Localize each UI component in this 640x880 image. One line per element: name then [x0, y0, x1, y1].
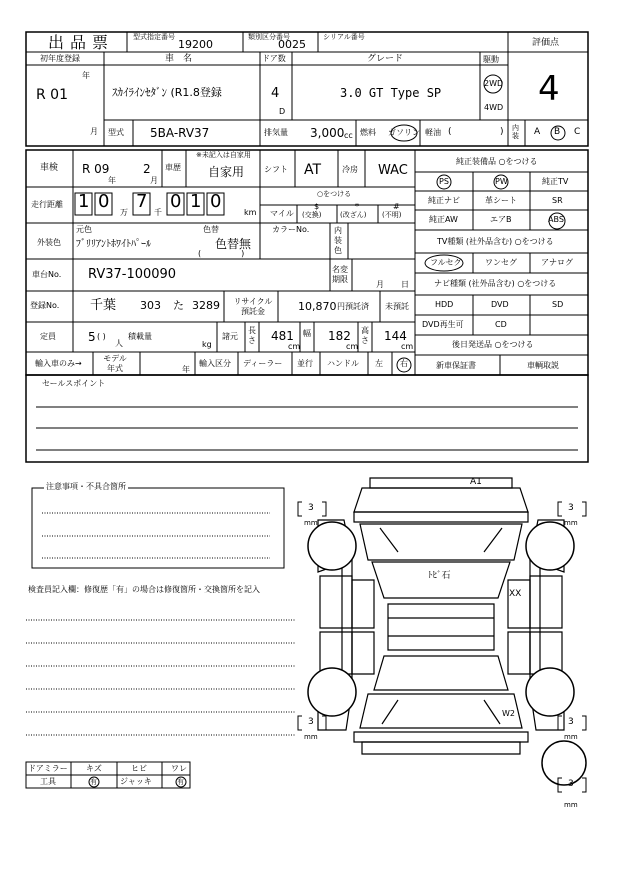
tire-depth-rr: 3 — [568, 717, 574, 727]
drive-label: 駆動 — [483, 55, 499, 64]
jack-label: ジャッキ — [120, 777, 152, 786]
tire-unit-spare: mm — [564, 801, 578, 809]
inspection-month-unit: 月 — [150, 176, 158, 185]
color-change-label: 色替 — [203, 225, 219, 234]
width-label: 幅 — [303, 329, 311, 338]
front-bumper-part — [370, 478, 512, 488]
mileage-digit: 0 — [98, 191, 110, 212]
car-name-label: 車 名 — [165, 54, 193, 64]
tire-depth-rf: 3 — [568, 503, 574, 513]
tool-header-scratch: キズ — [86, 764, 102, 773]
tire-unit-rr: mm — [564, 733, 578, 741]
rear-window-part — [374, 656, 508, 690]
doors-suffix: D — [279, 107, 286, 116]
load-unit: kg — [202, 340, 212, 349]
width-value: 182 — [328, 329, 351, 343]
grade-value: 3.0 GT Type SP — [340, 86, 442, 100]
color-value: ﾌﾞﾘﾘｱﾝﾄﾎﾜｲﾄﾊﾟｰﾙ — [76, 239, 151, 250]
interior-c: C — [574, 127, 581, 137]
history-note: ※未記入は自家用 — [196, 151, 251, 159]
reg-number: 3289 — [192, 299, 220, 312]
category-label: 類別区分番号 — [248, 33, 290, 41]
navi-sd: SD — [552, 300, 564, 309]
model-value: 5BA-RV37 — [150, 126, 210, 140]
reg-area: 千葉 — [90, 298, 117, 313]
model-year-label: モデル年式 — [103, 354, 127, 373]
left-front-tire — [308, 522, 356, 570]
navi-header: ナビ種類 (社外品含む) ○をつける — [434, 279, 557, 288]
tire-unit-rf: mm — [564, 519, 578, 527]
tool-header-crack: ヒビ — [131, 764, 147, 773]
right-front-door-part — [530, 576, 562, 628]
rating-label: 評価点 — [532, 38, 560, 48]
equip-ps: PS — [439, 177, 449, 186]
drive-2wd: 2WD — [484, 79, 504, 88]
altered-label: (改ざん) — [340, 211, 367, 219]
serial-label: シリアル番号 — [323, 33, 365, 41]
length-value: 481 — [271, 329, 294, 343]
mileage-digit: 0 — [170, 191, 182, 212]
tool-header-mirror: ドアミラー — [28, 764, 68, 773]
handle-label: ハンドル — [327, 359, 359, 368]
equip-genuine-navi: 純正ナビ — [428, 196, 460, 205]
equip-pw: PW — [495, 177, 508, 186]
import-label: 輸入車のみ→ — [35, 359, 82, 368]
mileage-unit: km — [244, 208, 257, 217]
doors-value: 4 — [271, 86, 280, 101]
width-unit: cm — [346, 342, 359, 351]
length-unit: cm — [288, 342, 301, 351]
genuine-header: 純正装備品 ○をつける — [456, 157, 538, 166]
equip-airbag: エアB — [490, 215, 512, 224]
recycle-unpaid: 未預託 — [385, 302, 409, 311]
import-class-label: 輸入区分 — [199, 359, 231, 368]
inspector-label: 検査員記入欄：修復歴「有」の場合は修復箇所・交換箇所を記入 — [28, 585, 260, 594]
form-title: 出品票 — [48, 33, 115, 52]
interior-a: A — [534, 127, 541, 137]
model-year-unit: 年 — [182, 365, 190, 374]
recycle-value: 10,870 — [298, 300, 337, 313]
hood-part — [360, 524, 522, 560]
right-rear-tire — [526, 668, 574, 716]
sym-dollar: $ — [314, 202, 320, 211]
color-change-value: 色替無 — [215, 237, 252, 251]
recycle-unit: 円預託済 — [337, 302, 369, 311]
capacity-person: 人 — [115, 339, 123, 348]
height-value: 144 — [384, 329, 407, 343]
capacity-label: 定員 — [40, 332, 56, 341]
interior-b: B — [554, 127, 561, 137]
model-label: 型式 — [108, 128, 124, 137]
capacity-value: 5 — [88, 330, 96, 344]
mark-xx: XX — [509, 589, 522, 599]
reg-class: 303 — [140, 299, 161, 312]
length-label: 長さ — [248, 326, 256, 345]
equip-genuine-tv: 純正TV — [542, 177, 569, 186]
reg-kana: た — [173, 299, 184, 312]
capacity-unit: ( ) — [97, 332, 106, 341]
height-label: 高さ — [361, 326, 369, 345]
mileage-label: 走行距離 — [31, 200, 63, 209]
hood-front-part — [354, 488, 528, 512]
right-front-tire — [526, 522, 574, 570]
model-designation-value: 19200 — [178, 38, 213, 51]
history-label: 車歴 — [165, 163, 181, 172]
left-front-door-part — [320, 576, 352, 628]
ac-label: 冷房 — [342, 165, 358, 174]
displacement-value: 3,000 — [310, 126, 345, 140]
displacement-unit: cc — [344, 131, 353, 140]
displacement-label: 排気量 — [264, 128, 288, 137]
navi-hdd: HDD — [435, 300, 454, 309]
inspection-month-value: 2 — [143, 162, 151, 176]
model-designation-label: 型式指定番号 — [133, 33, 175, 41]
mileage-man-unit: 万 — [120, 208, 128, 217]
equip-sr: SR — [552, 196, 563, 205]
handle-right: 右 — [400, 359, 408, 368]
tire-depth-lf: 3 — [308, 503, 314, 513]
shift-label: シフト — [264, 165, 288, 174]
history-value: 自家用 — [208, 165, 245, 179]
later-header: 後日発送品 ○をつける — [452, 340, 534, 349]
inspection-label: 車検 — [40, 163, 59, 173]
color-label: 外装色 — [37, 238, 61, 247]
first-reg-month-unit: 月 — [90, 127, 98, 136]
grade-label: グレード — [367, 54, 404, 64]
tire-depth-lr: 3 — [308, 717, 314, 727]
chassis-value: RV37-100090 — [88, 267, 177, 282]
tool-present: 有 — [90, 778, 97, 786]
mileage-digit: 0 — [210, 191, 222, 212]
rear-bumper-part — [362, 742, 520, 754]
roof-part — [388, 604, 494, 650]
tire-unit-lr: mm — [304, 733, 318, 741]
color-no-paren: ( ) — [198, 249, 245, 258]
handle-left: 左 — [375, 359, 383, 368]
diesel-label: 軽油 — [425, 128, 441, 137]
interior-color-label: 内装色 — [334, 226, 342, 255]
car-name-value: ｽｶｲﾗｲﾝｾﾀﾞﾝ (R1.8登録 — [112, 86, 222, 99]
first-reg-year: R 01 — [36, 87, 68, 103]
inspection-value: R 09 — [82, 162, 110, 176]
name-change-month: 月 — [376, 280, 384, 289]
fuel-value: ガソリン — [388, 128, 420, 137]
unknown-label: (不明) — [382, 211, 402, 219]
drive-4wd: 4WD — [484, 103, 504, 112]
first-reg-year-unit: 年 — [82, 71, 90, 80]
jack-present: 有 — [177, 778, 184, 786]
mileage-digit-boxes — [73, 192, 260, 216]
later-warranty: 新車保証書 — [436, 361, 476, 370]
category-value: 0025 — [278, 38, 306, 51]
exchange-label: (交換) — [302, 211, 322, 219]
name-change-day: 日 — [401, 280, 409, 289]
ac-value: WAC — [378, 163, 408, 178]
door-label: ドア数 — [262, 54, 286, 63]
mark-w2: W2 — [502, 709, 515, 718]
orig-color-label: 元色 — [76, 225, 92, 234]
later-manual: 車輌取説 — [527, 361, 559, 370]
mileage-digit: 1 — [78, 191, 90, 212]
name-change-label: 名変期限 — [332, 265, 348, 284]
height-unit: cm — [401, 342, 414, 351]
equip-genuine-aw: 純正AW — [429, 215, 458, 224]
sales-point-label: セールスポイント — [42, 379, 106, 388]
equip-abs: ABS — [548, 215, 564, 224]
parallel-label: 並行 — [297, 359, 313, 368]
inspection-year-unit: 年 — [108, 176, 116, 185]
mark-a1: A1 — [470, 477, 482, 487]
car-body-diagram — [296, 470, 596, 810]
tv-header: TV種類 (社外品含む) ○をつける — [437, 237, 554, 246]
tire-depth-spare: 3 — [568, 779, 574, 789]
sym-star: * — [355, 202, 359, 211]
tool-header-break: ワレ — [171, 764, 187, 773]
mileage-digit: 7 — [136, 191, 148, 212]
reg-label: 登録No. — [30, 301, 60, 310]
recycle-label: リサイクル預託金 — [233, 297, 273, 316]
rating-value: 4 — [538, 69, 560, 109]
defects-label: 注意事項・不具合箇所 — [46, 482, 126, 491]
chassis-label: 車台No. — [32, 270, 62, 279]
dealer-label: ディーラー — [243, 359, 283, 368]
dims-label: 諸元 — [222, 332, 238, 341]
mileage-sen-unit: 千 — [154, 208, 162, 217]
fuel-label: 燃料 — [360, 128, 376, 137]
shift-value: AT — [304, 162, 322, 178]
trunk-part — [360, 694, 522, 728]
tool-label: 工具 — [40, 777, 56, 786]
spare-tire — [542, 741, 586, 785]
tv-fullseg: フルセグ — [430, 258, 462, 267]
mark-stone-chip: ﾄﾋﾞ石 — [428, 571, 451, 581]
sym-hash: # — [393, 202, 400, 211]
tv-analog: アナログ — [541, 258, 573, 267]
first-reg-label: 初年度登録 — [40, 54, 80, 63]
navi-dvd-play: DVD再生可 — [422, 320, 464, 329]
left-rear-tire — [308, 668, 356, 716]
tv-oneseg: ワンセグ — [485, 258, 517, 267]
navi-dvd: DVD — [491, 300, 509, 309]
colorno-label: カラーNo. — [272, 225, 310, 234]
mileage-digit: 1 — [190, 191, 202, 212]
navi-cd: CD — [495, 320, 507, 329]
mileage-check-note: ○をつける — [317, 190, 352, 198]
tire-unit-lf: mm — [304, 519, 318, 527]
mile-label: マイル — [270, 209, 294, 218]
interior-label: 内装 — [512, 124, 519, 140]
load-label: 積載量 — [128, 332, 152, 341]
equip-leather-seat: 革シート — [485, 196, 517, 205]
